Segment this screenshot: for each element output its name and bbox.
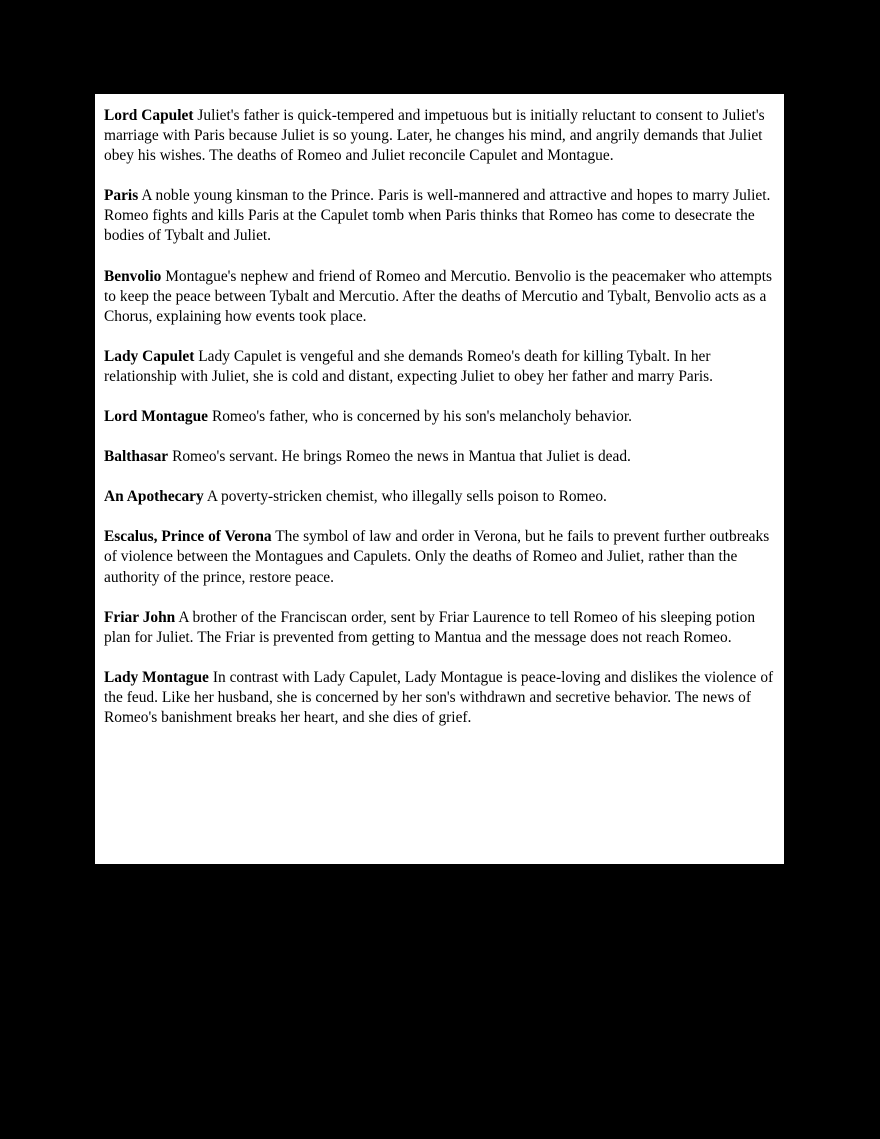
character-name: Paris [104, 187, 139, 205]
character-description: A poverty-stricken chemist, who illegally sells poison to Romeo. [206, 488, 607, 506]
character-entry [104, 267, 775, 327]
character-list [104, 106, 775, 728]
character-name: Benvolio [104, 267, 162, 285]
character-entry [104, 487, 775, 507]
character-description: Romeo's father, who is concerned by his son's melancholy behavior. [211, 408, 632, 426]
character-name: Lord Montague [104, 408, 208, 426]
character-description: Lady Capulet is vengeful and she demands Romeo's death for killing Tybalt. In her relationship with Juliet, she is cold and distant, expecting Juliet to obey her father and marry Paris. [104, 347, 713, 385]
character-entry [104, 608, 775, 648]
character-name: Escalus, Prince of Verona [104, 528, 272, 546]
character-name: Lord Capulet [104, 107, 194, 124]
character-entry [104, 447, 775, 467]
character-name: Lady Capulet [104, 347, 195, 365]
character-description: The symbol of law and order in Verona, but he fails to prevent further outbreaks of violence between the Montagues and Capulets. Only the deaths of Romeo and Juliet, rather than the authority of the prince, restore peace. [104, 528, 770, 586]
character-name: Friar John [104, 608, 176, 626]
character-description: Juliet's father is quick-tempered and impetuous but is initially reluctant to consent to Juliet's marriage with Paris because Juliet is so young. Later, he changes his mind, and angrily demands that Juliet obey his wishes. The deaths of Romeo and Juliet reconcile Capulet and Montague. [104, 107, 765, 165]
character-entry [104, 347, 775, 387]
character-name: Balthasar [104, 448, 169, 466]
character-description: In contrast with Lady Capulet, Lady Montague is peace-loving and dislikes the violence of the feud. Like her husband, she is concerned by her son's withdrawn and secretive behavior. The news of Romeo's banishment breaks her heart, and she dies of grief. [104, 668, 774, 726]
character-entry [104, 106, 775, 166]
character-entry [104, 668, 775, 728]
document-page [95, 94, 784, 864]
character-entry [104, 407, 775, 427]
character-description: Romeo's servant. He brings Romeo the news in Mantua that Juliet is dead. [172, 448, 631, 466]
character-name: Lady Montague [104, 668, 209, 686]
character-description: A brother of the Franciscan order, sent by Friar Laurence to tell Romeo of his sleeping potion plan for Juliet. The Friar is prevented from getting to Mantua and the message does not reach Romeo. [104, 608, 756, 646]
character-name: An Apothecary [104, 488, 204, 506]
character-entry [104, 527, 775, 587]
character-description: Montague's nephew and friend of Romeo and Mercutio. Benvolio is the peacemaker who attempts to keep the peace between Tybalt and Mercutio. After the deaths of Mercutio and Tybalt, Benvolio acts as a Chorus, explaining how events took place. [104, 267, 772, 325]
character-description: A noble young kinsman to the Prince. Paris is well-mannered and attractive and hopes to marry Juliet. Romeo fights and kills Paris at the Capulet tomb when Paris thinks that Romeo has come to desecrate the bodies of Tybalt and Juliet. [104, 187, 771, 245]
character-entry [104, 186, 775, 246]
